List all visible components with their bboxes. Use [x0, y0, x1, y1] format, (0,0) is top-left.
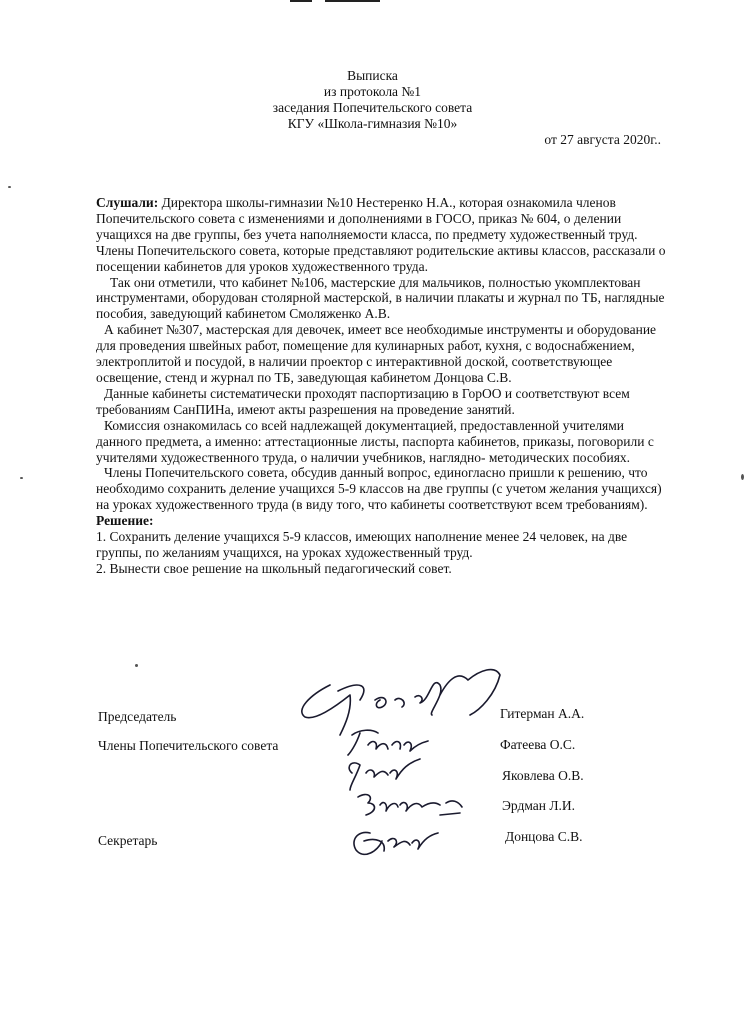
doc-organization: КГУ «Школа-гимназия №10» — [287, 116, 458, 131]
doc-body — [96, 195, 666, 577]
scan-dot — [20, 477, 23, 479]
decision-item: 1. Сохранить деление учащихся 5-9 классов, имеющих наполнение менее 24 человек, на две группы, по желаниям учащихся, на уроках художественный труд. — [96, 529, 628, 560]
signatory-name: Донцова С.В. — [505, 829, 583, 844]
signature-member — [348, 730, 428, 755]
decision-item: 2. Вынести свое решение на школьный педагогический совет. — [96, 560, 452, 576]
signature-secretary — [354, 832, 438, 854]
paragraph-heard — [96, 195, 666, 275]
signature-member — [358, 795, 462, 815]
signature-chair — [302, 670, 500, 735]
signatory-name: Эрдман Л.И. — [502, 798, 576, 813]
signature-member — [349, 759, 420, 790]
decision-label: Решение: — [96, 513, 154, 529]
paragraph: Данные кабинеты систематически проходят паспортизацию в ГорОО и соответствуют всем требованиям СанПИНа, имеют акты разрешения на проведение занятий. — [96, 385, 630, 417]
handwritten-signatures — [290, 655, 520, 885]
doc-subtitle: из протокола №1 — [323, 84, 422, 99]
signatory-name: Фатеева О.С. — [500, 737, 576, 752]
role-chair: Председатель — [98, 709, 177, 724]
scan-dot — [741, 474, 744, 480]
paragraph: Члены Попечительского совета, обсудив данный вопрос, единогласно пришли к решению, что необходимо сохранить деление учащихся 5-9 классов на две группы (с учетом желания учащихся) на уроках художественного труда (в виду того, что кабинеты соответствуют всем требованиям). — [96, 465, 662, 513]
signatory-name: Гитерман А.А. — [500, 706, 585, 721]
signatory-name: Яковлева О.В. — [502, 768, 584, 783]
scan-mark-top — [290, 0, 312, 2]
role-secretary: Секретарь — [98, 833, 158, 848]
heard-text: Директора школы-гимназии №10 Нестеренко Н.А., которая ознакомила членов Попечительского совета с изменениями и дополнениями в ГОСО, приказ № 604, о делении учащихся на две группы, без учета наполняемости класса, по предмету художественный труд. Члены Попечительского совета, которые представляют родительские активы классов, рассказали о посещении кабинетов для уроков художественного труда. — [96, 195, 666, 274]
heard-label: Слушали: — [96, 195, 159, 210]
paragraph: А кабинет №307, мастерская для девочек, имеет все необходимые инструменты и оборудование для проведения швейных работ, помещение для кулинарных работ, кухня, с водоснабжением, электроплитой и посудой, в наличии проектор с интерактивной доской, соответствующее освещение, стенд и журнал по ТБ, заведующая кабинетом Донцова С.В. — [96, 322, 657, 385]
role-members: Члены Попечительского совета — [98, 738, 279, 753]
paragraph: Так они отметили, что кабинет №106, мастерские для мальчиков, полностью укомплектован инструментами, оборудован столярной мастерской, в наличии плакаты и журнал по ТБ, наглядные пособия, заведующий кабинетом Смоляженко А.В. — [96, 274, 665, 322]
doc-date: от 27 августа 2020г.. — [544, 132, 661, 147]
scan-dot — [8, 186, 11, 188]
doc-title: Выписка — [347, 68, 398, 83]
scan-dot — [135, 664, 138, 667]
scan-mark-top-2 — [325, 0, 380, 2]
paragraph: Комиссия ознакомилась со всей надлежащей документацией, предоставленной учителями данного предмета, а именно: аттестационные листы, паспорта кабинетов, приказы, поговорили с учителями художественного труда, о наличии учебников, наглядно- методических пособиях. — [96, 417, 654, 465]
doc-subtitle: заседания Попечительского совета — [272, 100, 473, 115]
